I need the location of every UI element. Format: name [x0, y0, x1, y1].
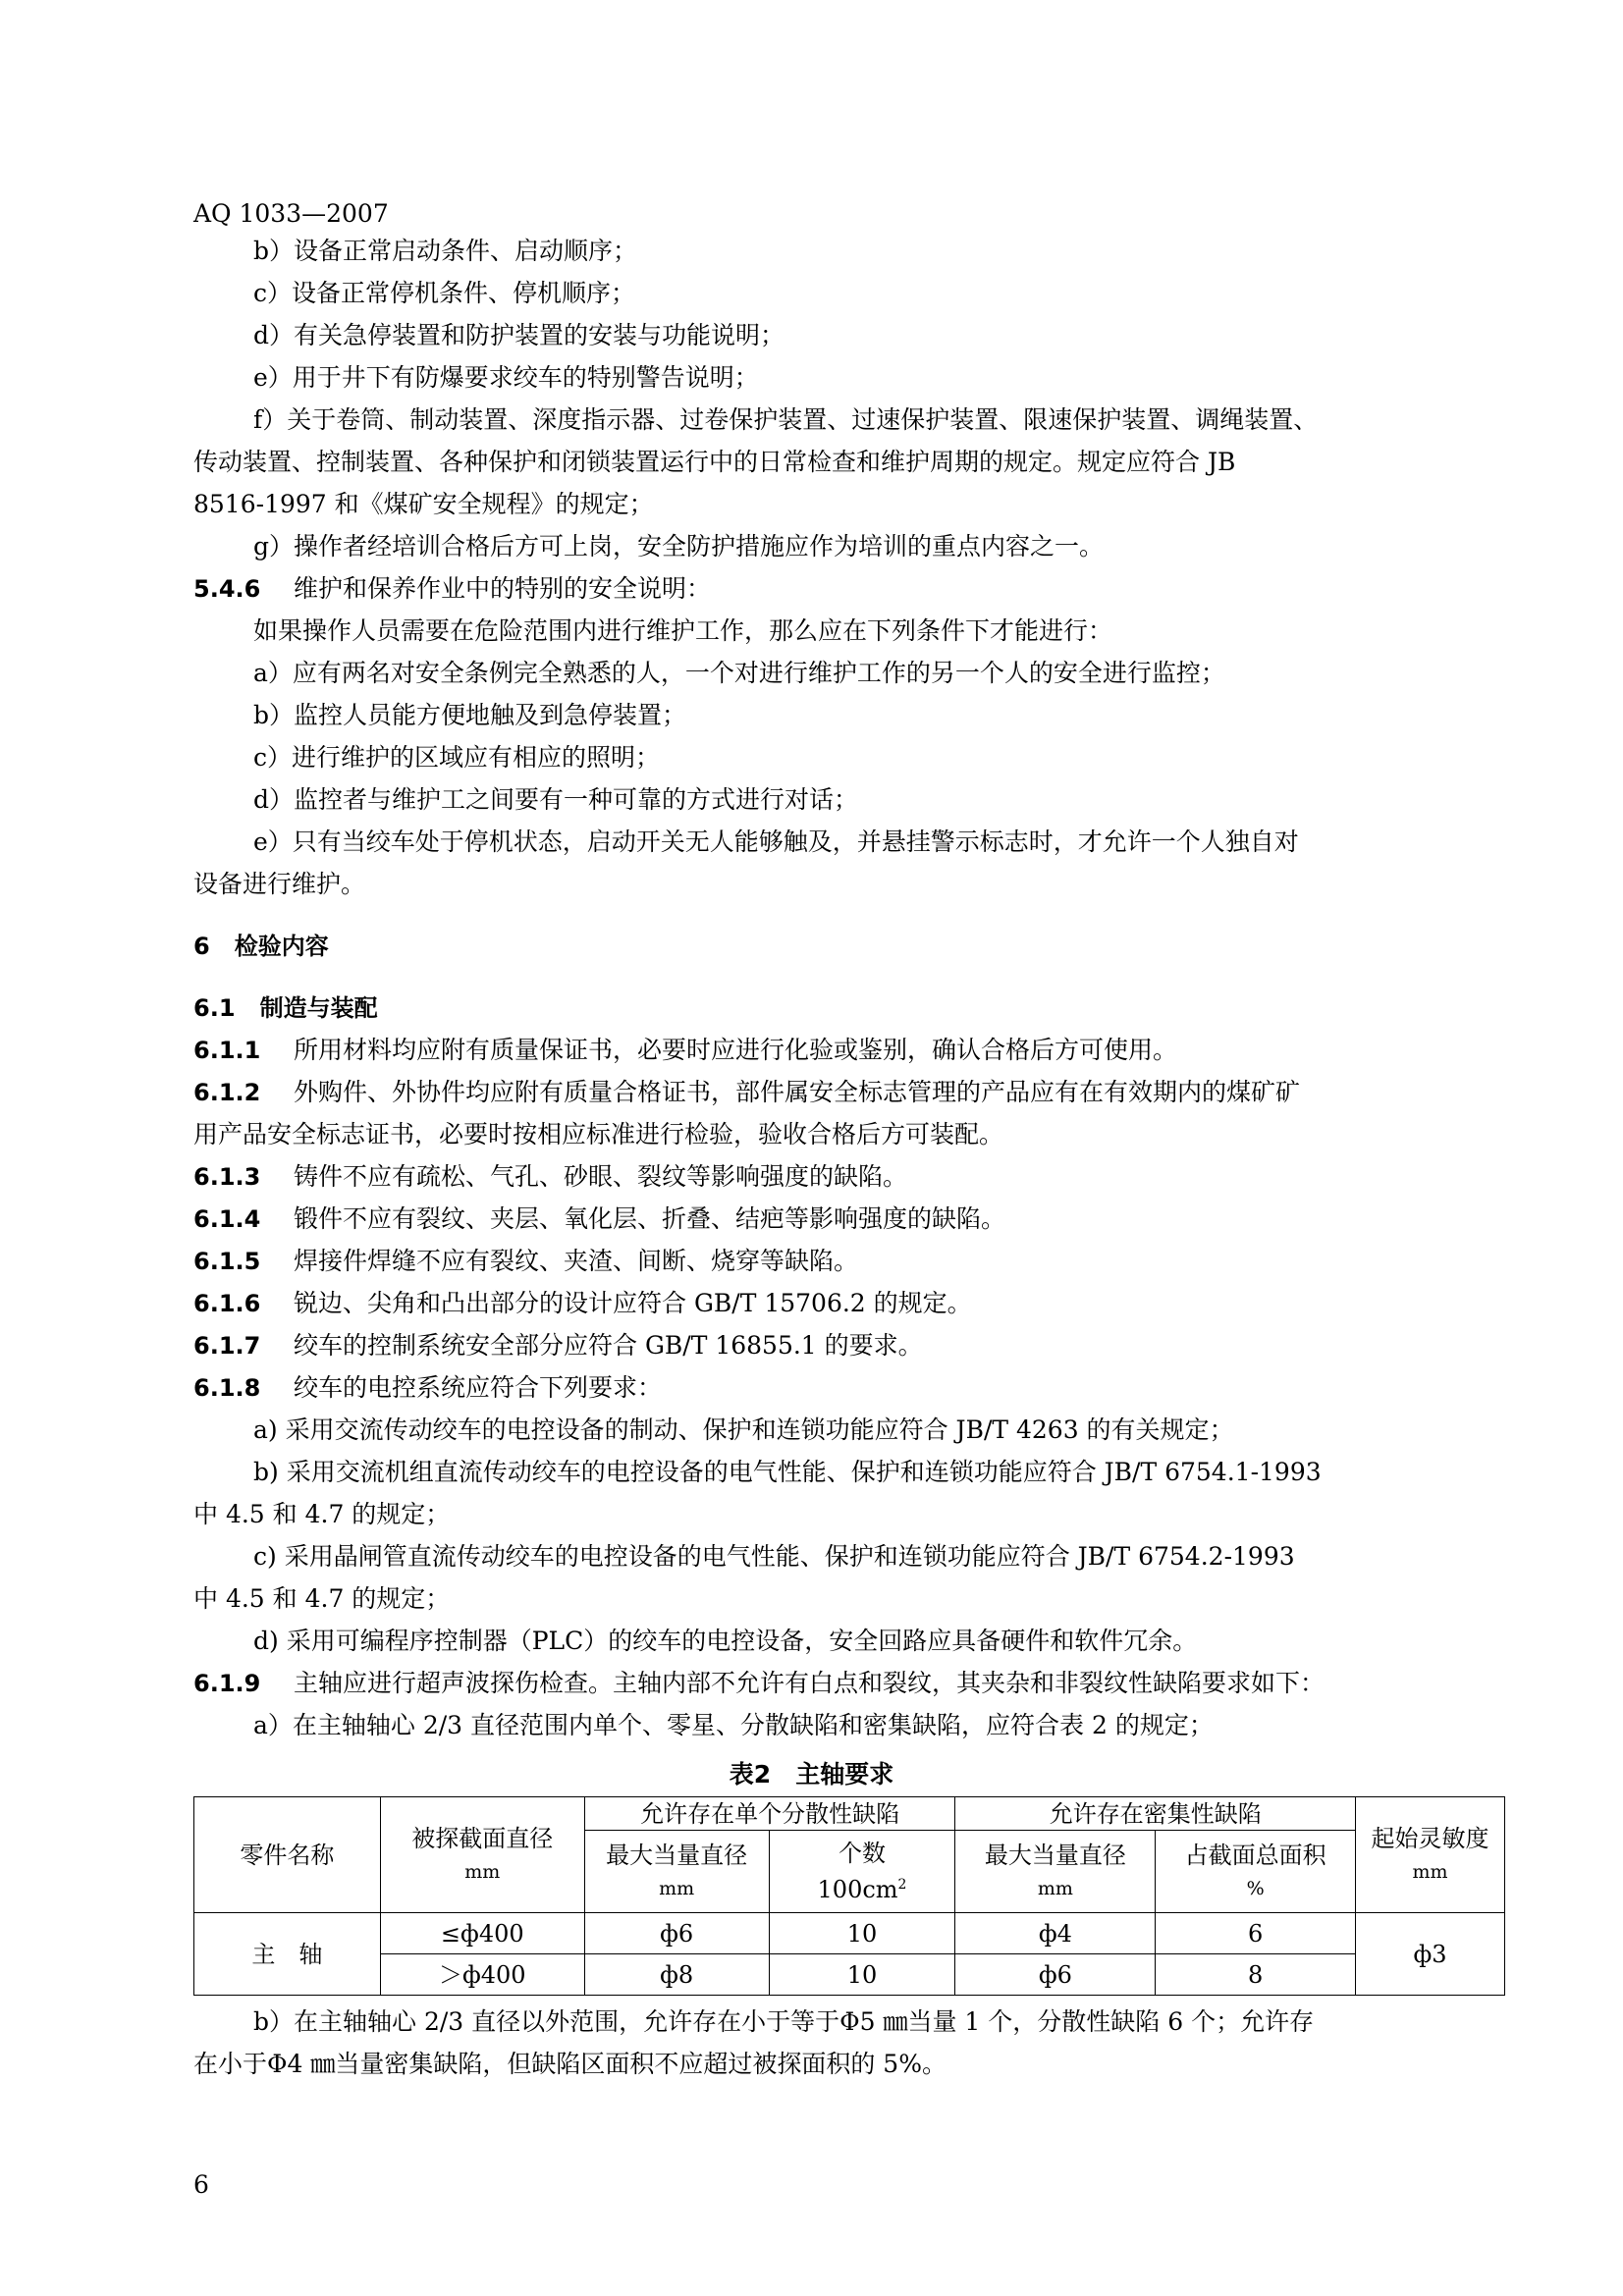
- clause-text: 绞车的控制系统安全部分应符合 GB/T 16855.1 的要求。: [294, 1331, 923, 1360]
- clause-text: 主轴应进行超声波探伤检查。主轴内部不允许有白点和裂纹，其夹杂和非裂纹性缺陷要求如下：: [294, 1669, 1325, 1697]
- list-item-continuation: 中 4.5 和 4.7 的规定；: [193, 1584, 451, 1613]
- header-cell: 占截面总面积 %: [1156, 1831, 1356, 1913]
- header-cell: 最大当量直径 mm: [584, 1831, 769, 1913]
- header-cell: 允许存在密集性缺陷: [955, 1797, 1356, 1831]
- clause-number: 6.1.2: [193, 1079, 261, 1106]
- clause-continuation: 用产品安全标志证书，必要时按相应标准进行检验，验收合格后方可装配。: [193, 1120, 1004, 1148]
- list-item: b）设备正常启动条件、启动顺序；: [253, 237, 638, 265]
- table-cell: ≤ф400: [380, 1913, 584, 1954]
- list-item: c）设备正常停机条件、停机顺序；: [253, 279, 636, 307]
- clause-text: 锐边、尖角和凸出部分的设计应符合 GB/T 15706.2 的规定。: [294, 1289, 972, 1317]
- list-item: b) 采用交流机组直流传动绞车的电控设备的电气性能、保护和连锁功能应符合 JB/T 6754.1-1993: [253, 1458, 1322, 1486]
- list-item-continuation: 在小于Φ4 ㎜当量密集缺陷，但缺陷区面积不应超过被探面积的 5%。: [193, 2050, 947, 2078]
- list-item: c) 采用晶闸管直流传动绞车的电控设备的电气性能、保护和连锁功能应符合 JB/T 6754.2-1993: [253, 1542, 1295, 1571]
- clause-6-1-9: [193, 1662, 1325, 1705]
- header-cell: 被探截面直径 mm: [380, 1797, 584, 1913]
- table-cell: 10: [769, 1954, 955, 1996]
- table-header-row: [194, 1797, 1505, 1831]
- header-cell: 个数 $100cm^2$: [769, 1831, 955, 1913]
- table-cell: ф6: [955, 1954, 1156, 1996]
- table-cell: 10: [769, 1913, 955, 1954]
- clause-6-1-5: [193, 1240, 858, 1283]
- header-cell: 允许存在单个分散性缺陷: [584, 1797, 955, 1831]
- table-cell: ＞ф400: [380, 1954, 584, 1996]
- table-caption: 表2 主轴要求: [729, 1760, 894, 1789]
- section-title: 制造与装配: [259, 994, 378, 1022]
- clause-6-1-6: [193, 1282, 972, 1325]
- clause-number: 5.4.6: [193, 575, 261, 603]
- list-item: d) 采用可编程序控制器（PLC）的绞车的电控设备，安全回路应具备硬件和软件冗余。: [253, 1627, 1198, 1655]
- clause-5-4-6: [193, 567, 711, 611]
- section-6-heading: [193, 925, 329, 968]
- clause-6-1-2: [193, 1071, 1300, 1114]
- table-cell: 6: [1156, 1913, 1356, 1954]
- list-item: a）在主轴轴心 2/3 直径范围内单个、零星、分散缺陷和密集缺陷，应符合表 2 的规定；: [253, 1711, 1214, 1739]
- list-item-continuation: 设备进行维护。: [193, 870, 366, 898]
- list-item: d）监控者与维护工之间要有一种可靠的方式进行对话；: [253, 785, 859, 814]
- clause-text: 铸件不应有疏松、气孔、砂眼、裂纹等影响强度的缺陷。: [294, 1162, 908, 1191]
- list-item: e）用于井下有防爆要求绞车的特别警告说明；: [253, 363, 759, 392]
- clause-text: 绞车的电控系统应符合下列要求：: [294, 1373, 663, 1402]
- clause-text: 所用材料均应附有质量保证书，必要时应进行化验或鉴别，确认合格后方可使用。: [294, 1036, 1178, 1064]
- header-cell: 最大当量直径 mm: [955, 1831, 1156, 1913]
- clause-6-1-7: [193, 1324, 923, 1367]
- clause-6-1-8: [193, 1366, 662, 1410]
- list-item: e）只有当绞车处于停机状态，启动开关无人能够触及，并悬挂警示标志时，才允许一个人独自对: [253, 828, 1299, 856]
- list-item: g）操作者经培训合格后方可上岗，安全防护措施应作为培训的重点内容之一。: [253, 532, 1105, 561]
- clause-text: 焊接件焊缝不应有裂纹、夹渣、间断、烧穿等缺陷。: [294, 1247, 859, 1275]
- table-cell: ф3: [1356, 1913, 1505, 1996]
- list-item-continuation: 传动装置、控制装置、各种保护和闭锁装置运行中的日常检查和维护周期的规定。规定应符合 JB: [193, 448, 1236, 476]
- list-item: b）监控人员能方便地触及到急停装置；: [253, 701, 687, 729]
- clause-number: 6.1.6: [193, 1290, 261, 1317]
- clause-6-1-4: [193, 1198, 1005, 1241]
- section-number: 6: [193, 933, 210, 960]
- list-item-continuation: 8516-1997 和《煤矿安全规程》的规定；: [193, 490, 654, 518]
- clause-number: 6.1.8: [193, 1374, 261, 1402]
- list-item: b）在主轴轴心 2/3 直径以外范围，允许存在小于等于Φ5 ㎜当量 1 个，分散性缺陷 6 个；允许存: [253, 2007, 1315, 2036]
- clause-number: 6.1.4: [193, 1205, 261, 1233]
- clause-text: 锻件不应有裂纹、夹层、氧化层、折叠、结疤等影响强度的缺陷。: [294, 1204, 1006, 1233]
- list-item: d）有关急停装置和防护装置的安装与功能说明；: [253, 321, 785, 349]
- list-item: f）关于卷筒、制动装置、深度指示器、过卷保护装置、过速保护装置、限速保护装置、调绳装置、: [253, 405, 1319, 434]
- standard-number: AQ 1033—2007: [193, 199, 389, 228]
- table-cell: 主 轴: [194, 1913, 381, 1996]
- clause-number: 6.1.5: [193, 1248, 261, 1275]
- clause-number: 6.1.7: [193, 1332, 261, 1360]
- clause-6-1-1: [193, 1029, 1177, 1072]
- spec-table: [193, 1796, 1505, 1996]
- clause-number: 6.1.9: [193, 1670, 261, 1697]
- page-number: 6: [193, 2170, 209, 2199]
- list-item: a）应有两名对安全条例完全熟悉的人，一个对进行维护工作的另一个人的安全进行监控；: [253, 659, 1225, 687]
- clause-title: 维护和保养作业中的特别的安全说明：: [294, 574, 712, 603]
- clause-6-1-3: [193, 1155, 907, 1199]
- table-cell: ф8: [584, 1954, 769, 1996]
- table-cell: 8: [1156, 1954, 1356, 1996]
- table-row: [194, 1913, 1505, 1954]
- clause-number: 6.1.3: [193, 1163, 261, 1191]
- clause-intro: 如果操作人员需要在危险范围内进行维护工作，那么应在下列条件下才能进行：: [253, 616, 1113, 645]
- section-title: 检验内容: [234, 933, 329, 960]
- list-item-continuation: 中 4.5 和 4.7 的规定；: [193, 1500, 451, 1528]
- clause-number: 6.1.1: [193, 1037, 261, 1064]
- table-row: [194, 1954, 1505, 1996]
- section-number: 6.1: [193, 994, 236, 1022]
- clause-text: 外购件、外协件均应附有质量合格证书，部件属安全标志管理的产品应有在有效期内的煤矿矿: [294, 1078, 1301, 1106]
- list-item: c）进行维护的区域应有相应的照明；: [253, 743, 661, 772]
- section-6-1-heading: [193, 987, 378, 1030]
- table-cell: ф4: [955, 1913, 1156, 1954]
- list-item: a) 采用交流传动绞车的电控设备的制动、保护和连锁功能应符合 JB/T 4263 的有关规定；: [253, 1415, 1234, 1444]
- header-cell: 零件名称: [194, 1797, 381, 1913]
- header-cell: 起始灵敏度 mm: [1356, 1797, 1505, 1913]
- table-cell: ф6: [584, 1913, 769, 1954]
